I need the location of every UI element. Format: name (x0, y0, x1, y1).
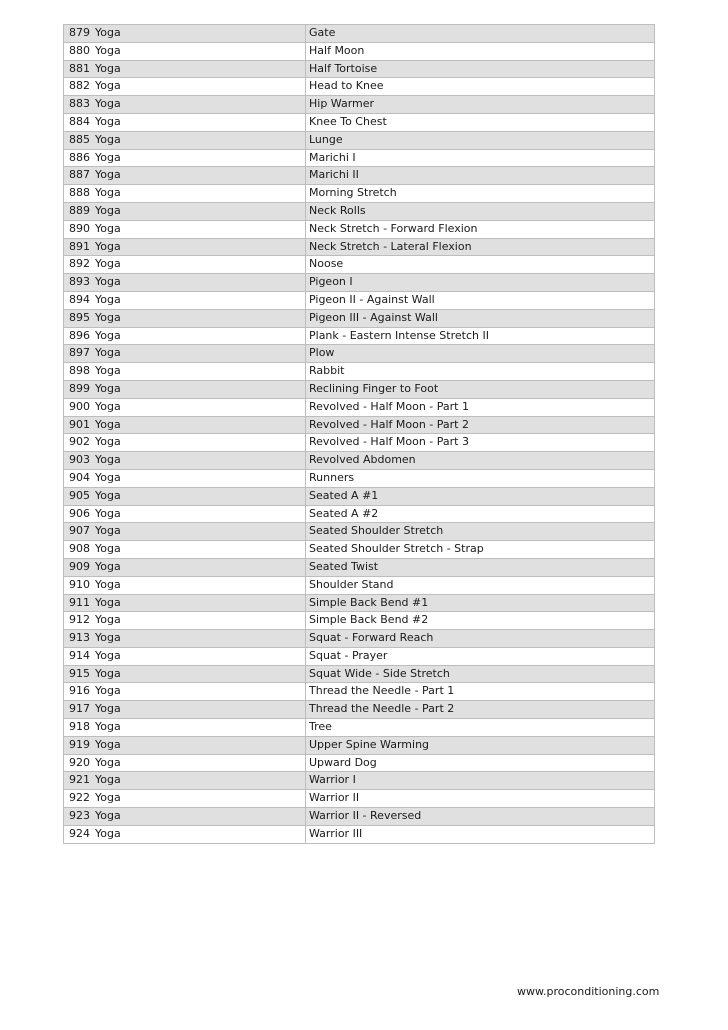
exercise-name: Rabbit (309, 364, 345, 378)
exercise-category: Yoga (94, 808, 306, 825)
footer-url: www.proconditioning.com (517, 985, 660, 998)
exercise-name: Lunge (309, 132, 343, 146)
exercise-category: Yoga (94, 185, 306, 202)
exercise-name: Seated Shoulder Stretch (309, 524, 444, 538)
table-row (64, 488, 654, 506)
table-row (64, 683, 654, 701)
exercise-number: 908 (69, 542, 90, 556)
exercise-number: 920 (69, 755, 90, 769)
exercise-category: Yoga (94, 61, 306, 78)
exercise-category: Yoga (94, 203, 306, 220)
exercise-name: Marichi II (309, 168, 359, 182)
exercise-table (63, 24, 655, 844)
exercise-name: Morning Stretch (309, 186, 397, 200)
exercise-number: 916 (69, 684, 90, 698)
exercise-number: 913 (69, 631, 90, 645)
exercise-category: Yoga (94, 772, 306, 789)
table-row (64, 506, 654, 524)
exercise-name: Seated Twist (309, 559, 379, 573)
table-row (64, 719, 654, 737)
exercise-name: Thread the Needle - Part 1 (309, 684, 455, 698)
exercise-name: Hip Warmer (309, 97, 375, 111)
exercise-number: 891 (69, 239, 90, 253)
exercise-number: 885 (69, 132, 90, 146)
exercise-name: Seated A #1 (309, 488, 379, 502)
exercise-name: Revolved - Half Moon - Part 2 (309, 417, 469, 431)
table-row (64, 96, 654, 114)
exercise-number: 923 (69, 809, 90, 823)
exercise-number: 888 (69, 186, 90, 200)
exercise-category: Yoga (94, 381, 306, 398)
table-row (64, 648, 654, 666)
exercise-category: Yoga (94, 488, 306, 505)
table-row (64, 790, 654, 808)
exercise-number: 884 (69, 114, 90, 128)
exercise-number: 887 (69, 168, 90, 182)
exercise-number: 899 (69, 381, 90, 395)
exercise-category: Yoga (94, 666, 306, 683)
table-row (64, 78, 654, 96)
table-row (64, 612, 654, 630)
exercise-name: Warrior I (309, 773, 356, 787)
exercise-name: Squat - Forward Reach (309, 631, 434, 645)
exercise-number: 922 (69, 791, 90, 805)
exercise-name: Neck Rolls (309, 203, 366, 217)
exercise-number: 917 (69, 702, 90, 716)
exercise-number: 914 (69, 648, 90, 662)
exercise-category: Yoga (94, 826, 306, 843)
exercise-name: Shoulder Stand (309, 577, 394, 591)
exercise-category: Yoga (94, 470, 306, 487)
exercise-number: 898 (69, 364, 90, 378)
table-row (64, 826, 654, 844)
exercise-name: Runners (309, 470, 355, 484)
exercise-name: Head to Knee (309, 79, 384, 93)
exercise-name: Revolved - Half Moon - Part 1 (309, 399, 469, 413)
exercise-category: Yoga (94, 399, 306, 416)
table-row (64, 203, 654, 221)
table-row (64, 150, 654, 168)
table-row (64, 292, 654, 310)
exercise-number: 918 (69, 720, 90, 734)
exercise-number: 897 (69, 346, 90, 360)
exercise-number: 912 (69, 613, 90, 627)
exercise-category: Yoga (94, 648, 306, 665)
exercise-category: Yoga (94, 132, 306, 149)
exercise-name: Pigeon I (309, 275, 353, 289)
exercise-name: Thread the Needle - Part 2 (309, 702, 455, 716)
table-row (64, 274, 654, 292)
table-row (64, 577, 654, 595)
table-row (64, 256, 654, 274)
exercise-name: Simple Back Bend #1 (309, 595, 429, 609)
exercise-name: Squat Wide - Side Stretch (309, 666, 450, 680)
exercise-name: Upward Dog (309, 755, 377, 769)
exercise-category: Yoga (94, 452, 306, 469)
exercise-number: 892 (69, 257, 90, 271)
table-row (64, 25, 654, 43)
table-row (64, 381, 654, 399)
exercise-category: Yoga (94, 719, 306, 736)
exercise-number: 893 (69, 275, 90, 289)
exercise-name: Revolved Abdomen (309, 453, 416, 467)
exercise-number: 901 (69, 417, 90, 431)
exercise-number: 890 (69, 221, 90, 235)
table-row (64, 434, 654, 452)
exercise-category: Yoga (94, 256, 306, 273)
exercise-category: Yoga (94, 434, 306, 451)
exercise-name: Warrior II (309, 791, 360, 805)
exercise-name: Seated A #2 (309, 506, 379, 520)
table-row (64, 595, 654, 613)
exercise-category: Yoga (94, 541, 306, 558)
exercise-number: 882 (69, 79, 90, 93)
exercise-category: Yoga (94, 755, 306, 772)
exercise-category: Yoga (94, 577, 306, 594)
table-row (64, 559, 654, 577)
table-row (64, 363, 654, 381)
exercise-category: Yoga (94, 559, 306, 576)
exercise-number: 879 (69, 26, 90, 39)
exercise-name: Noose (309, 257, 344, 271)
exercise-category: Yoga (94, 167, 306, 184)
exercise-name: Tree (309, 720, 332, 734)
exercise-number: 880 (69, 43, 90, 57)
exercise-category: Yoga (94, 345, 306, 362)
exercise-name: Gate (309, 26, 336, 39)
exercise-number: 905 (69, 488, 90, 502)
exercise-category: Yoga (94, 328, 306, 345)
table-row (64, 61, 654, 79)
exercise-name: Plow (309, 346, 335, 360)
exercise-name: Pigeon II - Against Wall (309, 292, 435, 306)
exercise-category: Yoga (94, 25, 306, 42)
exercise-number: 903 (69, 453, 90, 467)
exercise-category: Yoga (94, 150, 306, 167)
exercise-category: Yoga (94, 363, 306, 380)
table-row (64, 310, 654, 328)
table-row (64, 167, 654, 185)
exercise-name: Plank - Eastern Intense Stretch II (309, 328, 489, 342)
exercise-number: 907 (69, 524, 90, 538)
exercise-category: Yoga (94, 114, 306, 131)
exercise-category: Yoga (94, 790, 306, 807)
exercise-number: 919 (69, 737, 90, 751)
table-row (64, 630, 654, 648)
exercise-category: Yoga (94, 292, 306, 309)
exercise-number: 889 (69, 203, 90, 217)
exercise-category: Yoga (94, 737, 306, 754)
table-row (64, 345, 654, 363)
table-row (64, 417, 654, 435)
exercise-number: 915 (69, 666, 90, 680)
exercise-number: 904 (69, 470, 90, 484)
exercise-name: Reclining Finger to Foot (309, 381, 439, 395)
exercise-number: 906 (69, 506, 90, 520)
exercise-number: 909 (69, 559, 90, 573)
exercise-number: 896 (69, 328, 90, 342)
table-row (64, 132, 654, 150)
exercise-number: 910 (69, 577, 90, 591)
table-row (64, 523, 654, 541)
exercise-category: Yoga (94, 683, 306, 700)
table-row (64, 452, 654, 470)
exercise-number: 900 (69, 399, 90, 413)
exercise-name: Neck Stretch - Forward Flexion (309, 221, 478, 235)
table-row (64, 737, 654, 755)
exercise-category: Yoga (94, 310, 306, 327)
table-row (64, 328, 654, 346)
exercise-name: Upper Spine Warming (309, 737, 430, 751)
exercise-category: Yoga (94, 612, 306, 629)
table-row (64, 470, 654, 488)
exercise-category: Yoga (94, 523, 306, 540)
exercise-name: Knee To Chest (309, 114, 387, 128)
exercise-number: 921 (69, 773, 90, 787)
exercise-number: 895 (69, 310, 90, 324)
exercise-category: Yoga (94, 630, 306, 647)
exercise-name: Warrior III (309, 826, 363, 840)
table-row (64, 701, 654, 719)
exercise-name: Half Tortoise (309, 61, 378, 75)
table-row (64, 114, 654, 132)
exercise-name: Seated Shoulder Stretch - Strap (309, 542, 484, 556)
table-row (64, 43, 654, 61)
exercise-category: Yoga (94, 78, 306, 95)
table-row (64, 541, 654, 559)
exercise-number: 883 (69, 97, 90, 111)
exercise-name: Marichi I (309, 150, 356, 164)
exercise-name: Pigeon III - Against Wall (309, 310, 438, 324)
exercise-name: Neck Stretch - Lateral Flexion (309, 239, 472, 253)
exercise-name: Half Moon (309, 43, 365, 57)
exercise-category: Yoga (94, 506, 306, 523)
table-row (64, 239, 654, 257)
table-row (64, 185, 654, 203)
exercise-number: 911 (69, 595, 90, 609)
exercise-category: Yoga (94, 274, 306, 291)
exercise-name: Simple Back Bend #2 (309, 613, 429, 627)
table-row (64, 755, 654, 773)
table-row (64, 399, 654, 417)
exercise-number: 902 (69, 435, 90, 449)
exercise-category: Yoga (94, 96, 306, 113)
table-row (64, 808, 654, 826)
exercise-number: 924 (69, 826, 90, 840)
exercise-category: Yoga (94, 701, 306, 718)
exercise-number: 894 (69, 292, 90, 306)
table-row (64, 666, 654, 684)
exercise-category: Yoga (94, 239, 306, 256)
exercise-number: 881 (69, 61, 90, 75)
exercise-category: Yoga (94, 43, 306, 60)
exercise-category: Yoga (94, 221, 306, 238)
exercise-name: Squat - Prayer (309, 648, 388, 662)
table-row (64, 772, 654, 790)
exercise-category: Yoga (94, 595, 306, 612)
exercise-number: 886 (69, 150, 90, 164)
exercise-category: Yoga (94, 417, 306, 434)
exercise-name: Revolved - Half Moon - Part 3 (309, 435, 469, 449)
table-row (64, 221, 654, 239)
exercise-name: Warrior II - Reversed (309, 809, 422, 823)
